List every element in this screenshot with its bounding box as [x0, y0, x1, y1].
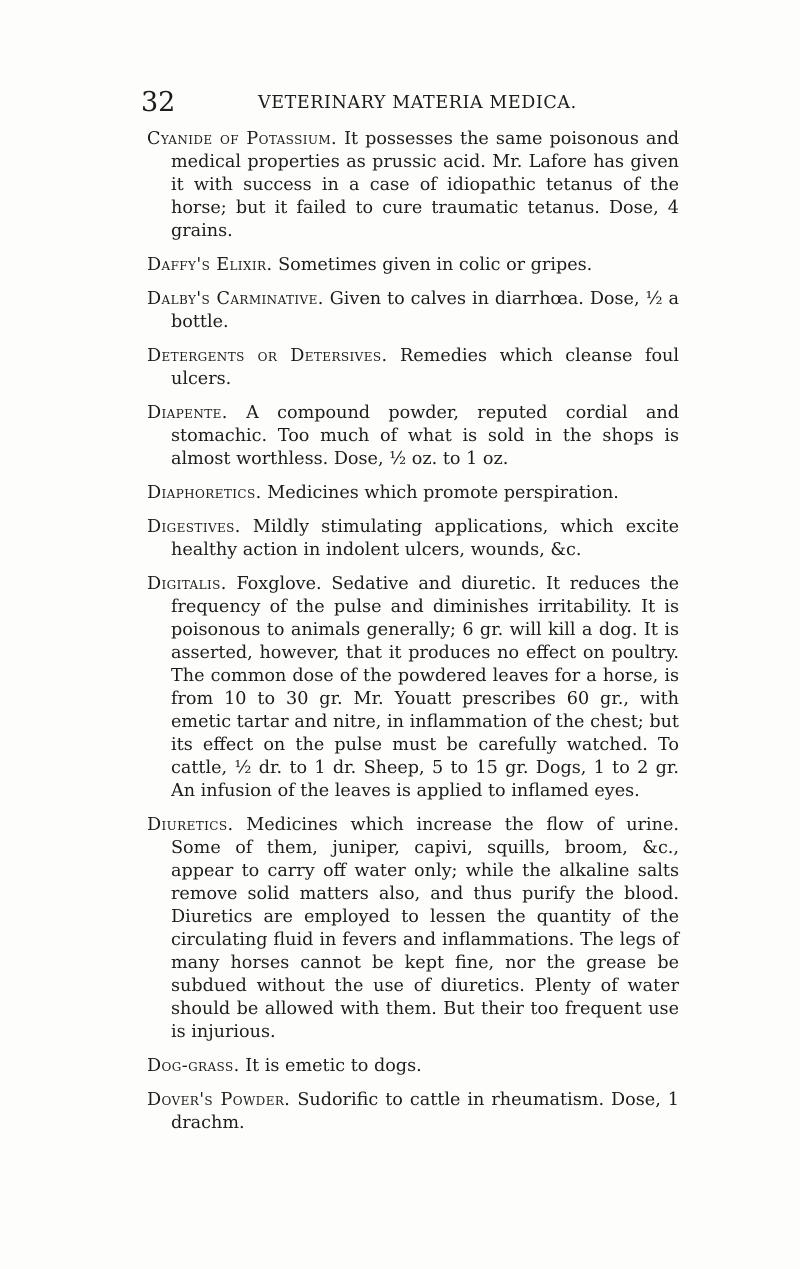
entry-term: Cyanide of Potassium.: [147, 129, 338, 149]
page-number: 32: [141, 87, 176, 118]
entry-text: Foxglove. Sedative and diuretic. It reduces the frequency of the pulse and diminishes irritability. It is poisonous to animals generally; 6 gr. will kill a dog. It is asserted, however, that it produces no effect on poultry. The common dose of the powdered leaves for a horse, is from 10 to 30 gr. Mr. Youatt prescribes 60 gr., with emetic tartar and nitre, in inflammation of the chest; but its effect on the pulse must be carefully watched. To cattle, ½ dr. to 1 dr. Sheep, 5 to 15 gr. Dogs, 1 to 2 gr. An infusion of the leaves is applied to inflamed eyes.: [171, 574, 679, 801]
entry-digestives: [147, 516, 679, 562]
entry-daffys-elixir: [147, 254, 679, 277]
entry-term: Diapente.: [147, 403, 228, 423]
entry-term: Digestives.: [147, 517, 241, 537]
entry-term: Dover's Powder.: [147, 1090, 291, 1110]
entry-dovers-powder: [147, 1089, 679, 1135]
entry-detergents: [147, 345, 679, 391]
entry-dog-grass: [147, 1055, 679, 1078]
entry-text: Sometimes given in colic or gripes.: [278, 255, 593, 275]
entry-digitalis: [147, 573, 679, 803]
entry-dalbys-carminative: [147, 288, 679, 334]
entry-diaphoretics: [147, 482, 679, 505]
entry-term: Dalby's Carminative.: [147, 289, 324, 309]
entry-text: Medicines which promote perspiration.: [267, 483, 619, 503]
running-title: VETERINARY MATERIA MEDICA.: [258, 93, 577, 113]
entry-text: Remedies which cleanse foul ulcers.: [171, 346, 680, 389]
entry-term: Detergents or Detersives.: [147, 346, 388, 366]
entry-term: Diuretics.: [147, 815, 234, 835]
entry-text: Given to calves in diarrhœa. Dose, ½ a bottle.: [171, 289, 680, 332]
entry-term: Dog-grass.: [147, 1056, 240, 1076]
entry-text: It possesses the same poisonous and medical properties as prussic acid. Mr. Lafore has given it with success in a case of idiopathic tetanus of the horse; but it failed to cure traumatic tetanus. Dose, 4 grains.: [171, 129, 679, 241]
entry-text: Mildly stimulating applications, which excite healthy action in indolent ulcers, wounds, &c.: [171, 517, 680, 560]
entry-text: Sudorific to cattle in rheumatism. Dose, 1 drachm.: [171, 1090, 679, 1133]
entry-text: It is emetic to dogs.: [245, 1056, 422, 1076]
entry-text: Medicines which increase the flow of urine. Some of them, juniper, capivi, squills, broom, &c., appear to carry off water only; while the alkaline salts remove solid matters also, and thus purify the blood. Diuretics are employed to lessen the quantity of the circulating fluid in fevers and inflammations. The legs of many horses cannot be kept fine, nor the grease be subdued without the use of diuretics. Plenty of water should be allowed with them. But their too frequent use is injurious.: [171, 815, 680, 1042]
entry-diapente: [147, 402, 679, 471]
entry-list: [147, 128, 679, 1146]
entry-cyanide-of-potassium: [147, 128, 679, 243]
entry-text: A compound powder, reputed cordial and stomachic. Too much of what is sold in the shops is almost worthless. Dose, ½ oz. to 1 oz.: [171, 403, 680, 469]
entry-term: Diaphoretics.: [147, 483, 262, 503]
entry-term: Daffy's Elixir.: [147, 255, 273, 275]
entry-diuretics: [147, 814, 679, 1044]
entry-term: Digitalis.: [147, 574, 227, 594]
